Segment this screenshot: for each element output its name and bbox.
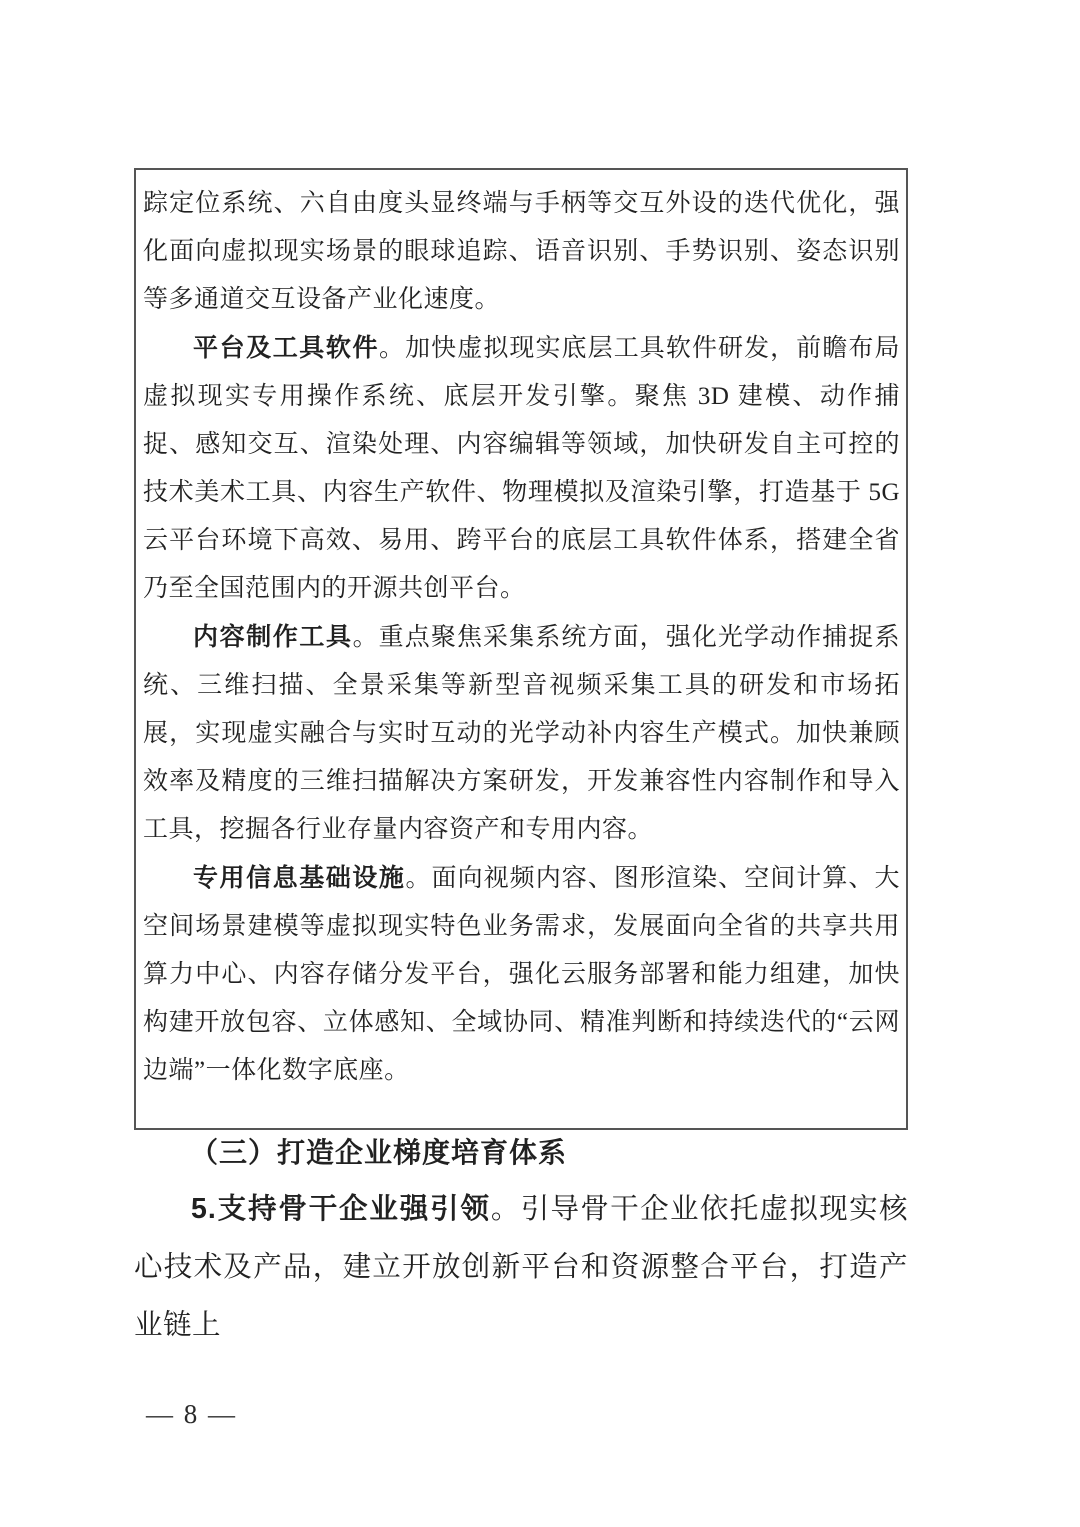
paragraph-content-tools <box>143 613 900 854</box>
paragraph-lead-label: 平台及工具软件 <box>193 334 380 362</box>
paragraph-text: 。面向视频内容、图形渲染、空间计算、大空间场景建模等虚拟现实特色业务需求，发展面向全省的共享共用算力中心、内容存储分发平台，强化云服务部署和能力组建，加快构建开放包容、立体感知、全域协同、精准判断和持续迭代的“云网边端”一体化数字底座。 <box>143 865 900 1084</box>
paragraph-lead-label: 内容制作工具 <box>193 623 353 651</box>
paragraph-text: 。重点聚焦采集系统方面，强化光学动作捕捉系统、三维扫描、全景采集等新型音视频采集工具的研发和市场拓展，实现虚实融合与实时互动的光学动补内容生产模式。加快兼顾效率及精度的三维扫描解决方案研发，开发兼容性内容制作和导入工具，挖掘各行业存量内容资产和专用内容。 <box>143 624 900 843</box>
paragraph-lead-label: 专用信息基础设施 <box>193 864 406 892</box>
paragraph-info-infrastructure <box>143 854 900 1095</box>
bordered-text-box <box>134 168 908 1130</box>
page-number: — 8 — <box>146 1399 237 1429</box>
paragraph-text: 踪定位系统、六自由度头显终端与手柄等交互外设的迭代优化，强化面向虚拟现实场景的眼球追踪、语音识别、手势识别、姿态识别等多通道交互设备产业化速度。 <box>143 190 900 313</box>
numbered-item <box>134 1180 908 1355</box>
paragraph-text: 。加快虚拟现实底层工具软件研发，前瞻布局虚拟现实专用操作系统、底层开发引擎。聚焦 3D 建模、动作捕捉、感知交互、渲染处理、内容编辑等领域，加快研发自主可控的技术美术工具、内容生产软件、物理模拟及渲染引擎，打造基于 5G 云平台环境下高效、易用、跨平台的底层工具软件体系，搭建全省乃至全国范围内的开源共创平台。 <box>143 335 900 602</box>
item-text: 。引导骨干企业依托虚拟现实核心技术及产品，建立开放创新平台和资源整合平台，打造产业链上 <box>134 1194 908 1341</box>
paragraph-continuation <box>143 180 900 324</box>
paragraph-platform-tools <box>143 324 900 613</box>
item-lead-label: 5.支持骨干企业强引领 <box>191 1193 491 1225</box>
section-heading: （三）打造企业梯度培育体系 <box>190 1138 568 1169</box>
body-section <box>134 1128 908 1355</box>
